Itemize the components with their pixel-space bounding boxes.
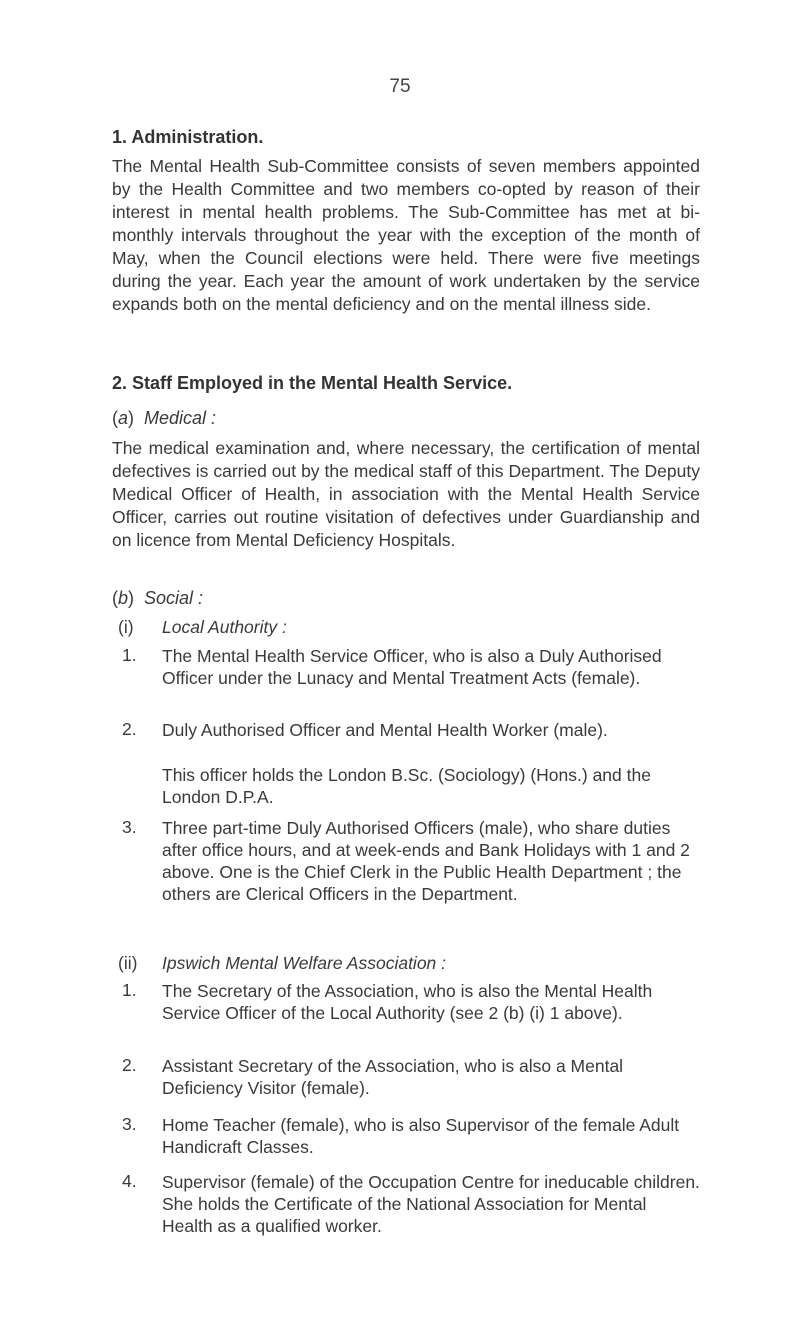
subsection-a-body: The medical examination and, where necessary, the certification of mental defectives is carried out by the medical staff of this Department. The Deputy Medical Officer of Health, in association with the Mental Health Service Officer, carries out routine visitation of defectives under Guardianship and on licence from Mental Deficiency Hospitals. [112,438,700,550]
list-item-number: 3. [122,1114,137,1134]
subsection-b-label: (b) Social : [112,588,204,608]
roman-ii-numeral: (ii) [118,953,138,973]
subsection-a-title: Medical : [144,408,217,428]
section-2-heading: 2. Staff Employed in the Mental Health Service. [112,373,513,393]
list-item-text: Home Teacher (female), who is also Supervisor of the female Adult Handicraft Classes. [162,1115,680,1157]
list-item-text: Assistant Secretary of the Association, who is also a Mental Deficiency Visitor (female). [162,1056,624,1098]
list-item-text: Duly Authorised Officer and Mental Health Worker (male). [162,720,608,740]
list-item-text: The Secretary of the Association, who is also the Mental Health Service Officer of the Local Authority (see 2 (b) (i) 1 above). [162,981,653,1023]
roman-i-numeral: (i) [118,617,134,637]
roman-i-title: Local Authority : [162,617,287,637]
list-item-number: 1. [122,980,137,1000]
section-1-heading: 1. Administration. [112,127,264,147]
subsection-b-title: Social : [144,588,204,608]
page-number: 75 [389,76,411,97]
list-item-number: 4. [122,1171,137,1191]
subsection-b-letter: b [118,588,129,608]
subsection-a-label: (a) Medical : [112,408,217,428]
list-item-number: 3. [122,817,137,837]
list-item-number: 2. [122,1055,137,1075]
list-item-text: Three part-time Duly Authorised Officers (male), who share duties after office hours, and at week-ends and Bank Holidays with 1 and 2 above. One is the Chief Clerk in the Public Health Department ; the others are Clerical Officers in the Department. [162,818,690,904]
list-item-extra: This officer holds the London B.Sc. (Sociology) (Hons.) and the London D.P.A. [162,765,651,807]
list-item-text: The Mental Health Service Officer, who is also a Duly Authorised Officer under the Lunacy and Mental Treatment Acts (female). [162,646,662,688]
list-item-text: Supervisor (female) of the Occupation Centre for ineducable children. She holds the Certificate of the National Association for Mental Health as a qualified worker. [162,1172,700,1236]
subsection-a-letter: a [118,408,129,428]
section-1-body: The Mental Health Sub-Committee consists of seven members appointed by the Health Committee and two members co-opted by reason of their interest in mental health problems. The Sub-Committee has met at bi-monthly intervals throughout the year with the exception of the month of May, when the Council elections were held. There were five meetings during the year. Each year the amount of work undertaken by the service expands both on the mental deficiency and on the mental illness side. [112,156,700,314]
roman-ii-title: Ipswich Mental Welfare Association : [162,953,447,973]
list-item-number: 1. [122,645,137,665]
list-item-number: 2. [122,719,137,739]
